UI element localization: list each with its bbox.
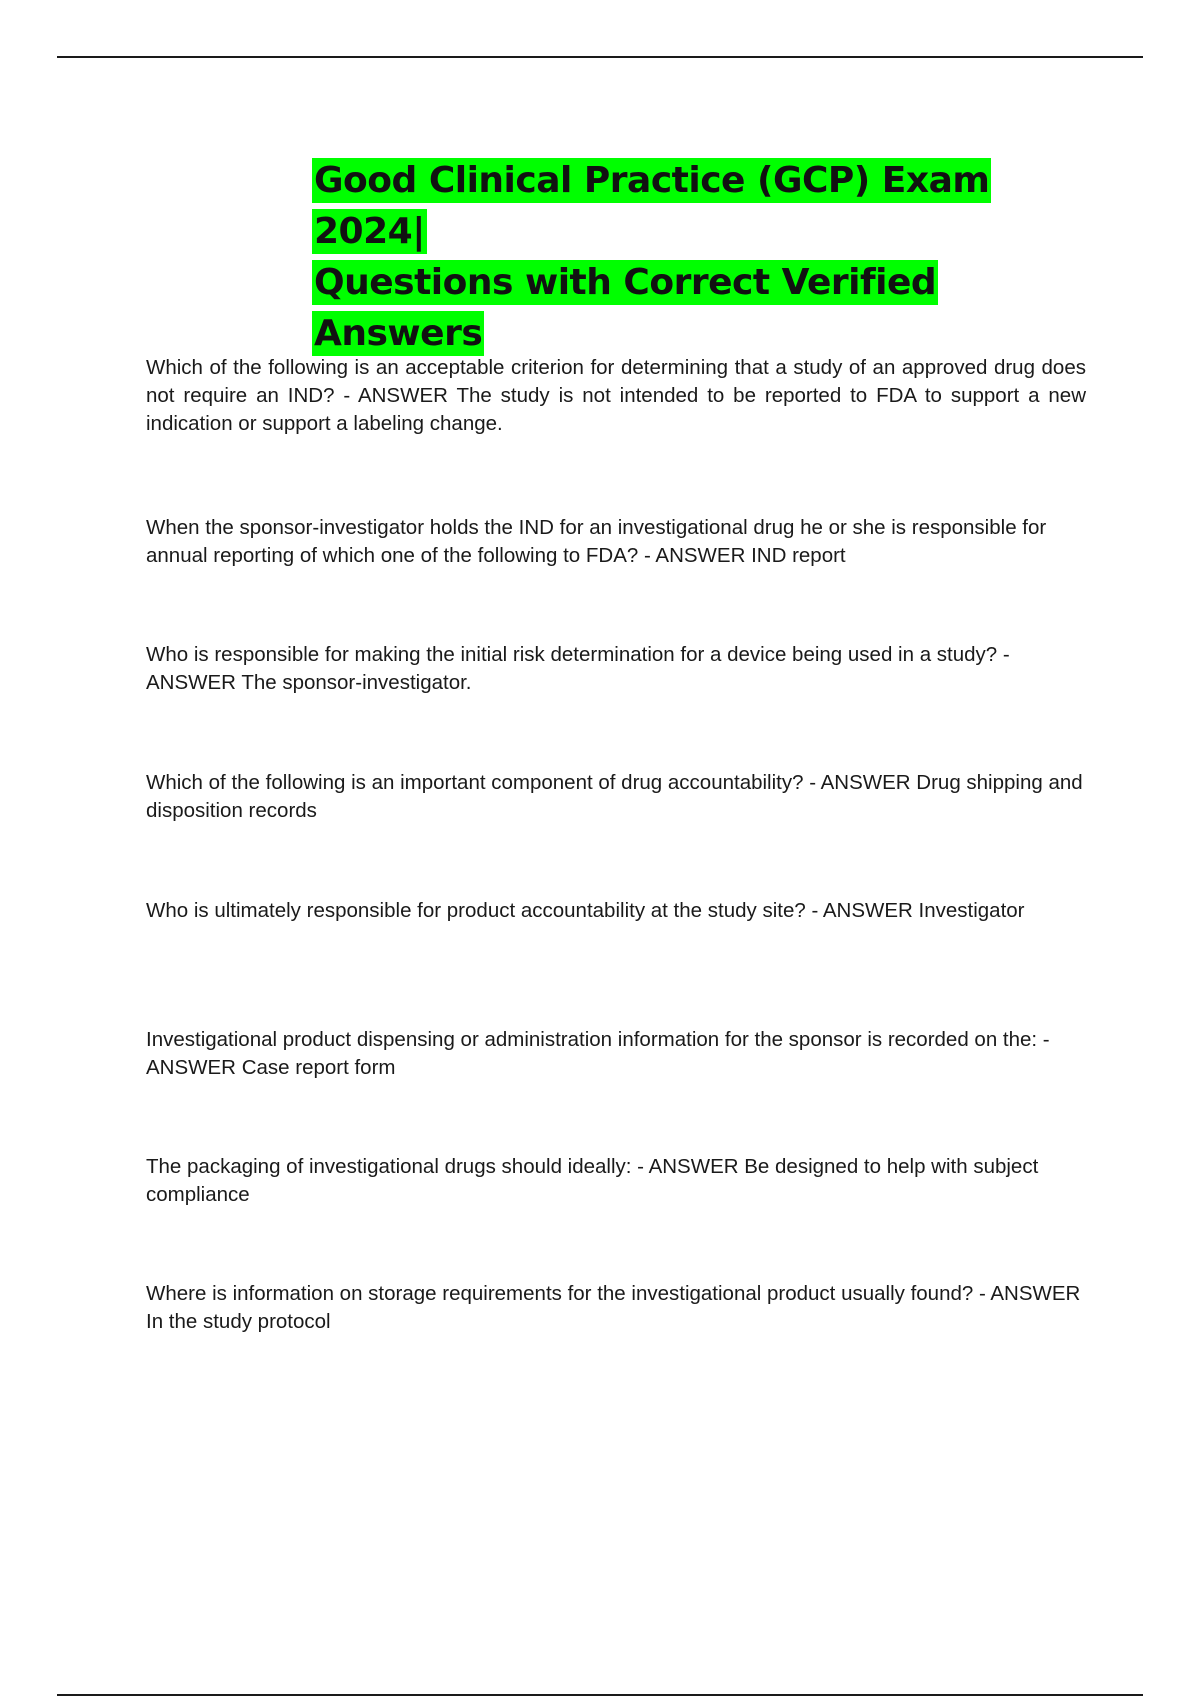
question-text: Who is ultimately responsible for product accountability at the study site? — [146, 899, 806, 922]
answer-separator: - ANSWER — [803, 771, 917, 794]
qa-item-2 — [146, 514, 1086, 570]
title-line-2: Questions with Correct Verified Answers — [314, 262, 937, 354]
answer-separator: - ANSWER — [334, 384, 457, 407]
answer-separator: - ANSWER — [146, 1028, 1050, 1079]
answer-text: Drug shipping and disposition records — [146, 771, 1083, 822]
qa-item-3 — [146, 641, 1086, 697]
answer-separator: - ANSWER — [146, 643, 1010, 694]
qa-item-6 — [146, 1026, 1086, 1082]
question-text: Which of the following is an important component of drug accountability? — [146, 771, 804, 794]
question-text: Who is responsible for making the initial risk determination for a device being used in a study? — [146, 643, 998, 666]
answer-text: The study is not intended to be reported to FDA to support a new indication or support a labeling change. — [146, 384, 1087, 435]
answer-separator: - ANSWER — [638, 544, 752, 567]
qa-item-8 — [146, 1280, 1086, 1336]
answer-text: Be designed to help with subject compliance — [146, 1155, 1039, 1206]
answer-separator: - ANSWER — [631, 1155, 745, 1178]
answer-text: The sponsor-investigator. — [241, 671, 472, 694]
question-text: Which of the following is an acceptable criterion for determining that a study of an approved drug does not require an IND? — [146, 356, 1086, 407]
question-text: Where is information on storage requirements for the investigational product usually found? — [146, 1282, 974, 1305]
answer-text: IND report — [751, 544, 846, 567]
document-title — [312, 155, 1060, 359]
qa-item-7 — [146, 1153, 1086, 1209]
answer-text: Case report form — [241, 1056, 396, 1079]
answer-text: In the study protocol — [146, 1310, 331, 1333]
question-text: Investigational product dispensing or administration information for the sponsor is recorded on the: — [146, 1028, 1038, 1051]
qa-item-4 — [146, 769, 1086, 825]
answer-separator: - ANSWER — [805, 899, 919, 922]
bottom-rule — [57, 1694, 1143, 1696]
top-rule — [57, 56, 1143, 58]
qa-item-5 — [146, 897, 1086, 925]
question-text: The packaging of investigational drugs should ideally: — [146, 1155, 632, 1178]
answer-separator: - ANSWER — [973, 1282, 1081, 1305]
qa-item-1 — [146, 354, 1086, 438]
title-line-1: Good Clinical Practice (GCP) Exam 2024| — [314, 160, 990, 252]
answer-text: Investigator — [918, 899, 1025, 922]
question-text: When the sponsor-investigator holds the IND for an investigational drug he or she is responsible for annual reporting of which one of the following to FDA? — [146, 516, 1047, 567]
